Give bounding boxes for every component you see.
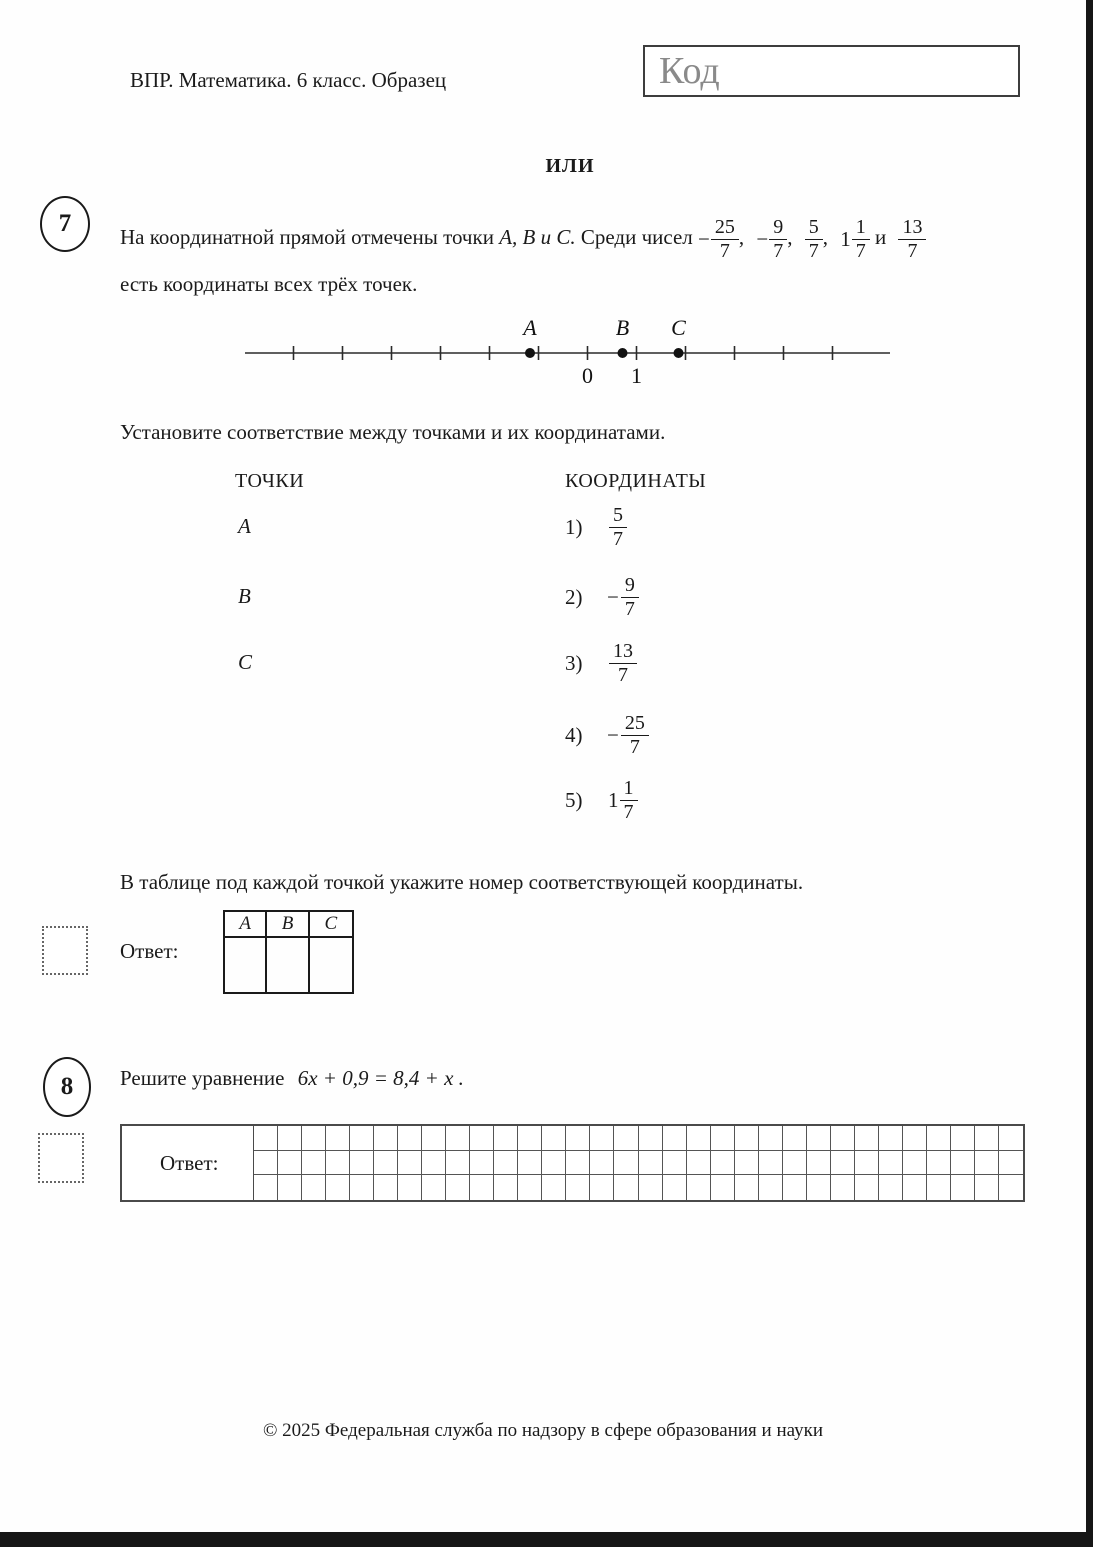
answer-grid-cell[interactable]: [278, 1175, 302, 1200]
option-label: 1): [565, 514, 583, 539]
fraction: $\frac{5}{7}$: [805, 216, 823, 262]
fraction: $\frac{13}{7}$: [898, 216, 926, 262]
point-item-c: C: [238, 650, 253, 674]
answer-grid-cell[interactable]: [278, 1151, 302, 1176]
answer-table-cell-c[interactable]: [310, 938, 352, 992]
answer-grid-cell[interactable]: [614, 1151, 638, 1176]
answer-grid-cell[interactable]: [855, 1175, 879, 1200]
answer-grid-cell[interactable]: [278, 1126, 302, 1151]
q7-statement-among: Среди чисел: [580, 225, 693, 249]
code-field-placeholder: Код: [659, 50, 720, 92]
answer-grid-cell[interactable]: [398, 1175, 422, 1200]
point-b-dot: [618, 348, 628, 358]
answer-table-cell-a[interactable]: [225, 938, 267, 992]
answer-grid-cell[interactable]: [254, 1175, 278, 1200]
option-label: 5): [565, 787, 583, 812]
answer-grid-cell[interactable]: [446, 1151, 470, 1176]
answer-grid-cell[interactable]: [807, 1175, 831, 1200]
answer-grid-cell[interactable]: [951, 1175, 975, 1200]
answer-grid-cell[interactable]: [975, 1151, 999, 1176]
answer-grid-cell[interactable]: [687, 1126, 711, 1151]
answer-grid-cell[interactable]: [927, 1126, 951, 1151]
answer-grid-cell[interactable]: [783, 1175, 807, 1200]
question-7-statement-line2: есть координаты всех трёх точек.: [120, 272, 418, 296]
option-value: − $\frac{9}{7}$: [607, 574, 639, 620]
question-8-statement: [120, 1066, 464, 1091]
fraction-sign: −: [756, 227, 769, 252]
answer-grid-cell[interactable]: [879, 1151, 903, 1176]
fraction: $\frac{25}{7}$: [621, 712, 649, 758]
answer-grid-cell[interactable]: [759, 1151, 783, 1176]
fraction-whole: 1: [840, 227, 851, 252]
coordinate-option-4: [565, 703, 649, 767]
answer-grid-cell[interactable]: [831, 1151, 855, 1176]
answer-grid-cell[interactable]: [951, 1151, 975, 1176]
page-title: ВПР. Математика. 6 класс. Образец: [130, 68, 447, 92]
answer-grid-cell[interactable]: [927, 1175, 951, 1200]
option-value: [607, 640, 637, 686]
answer-grid-cell[interactable]: [903, 1175, 927, 1200]
answer-grid-cell[interactable]: [542, 1175, 566, 1200]
match-instruction: Установите соответствие между точками и их координатами.: [120, 420, 666, 444]
answer-grid-cell[interactable]: [831, 1175, 855, 1200]
answer-grid-cell[interactable]: [254, 1126, 278, 1151]
answer-grid-cell[interactable]: [783, 1151, 807, 1176]
answer-grid-cell[interactable]: [975, 1175, 999, 1200]
number-line-figure: [240, 315, 900, 395]
answer-grid-cell[interactable]: [542, 1151, 566, 1176]
answer-grid-cell[interactable]: [446, 1175, 470, 1200]
answer-grid-cell[interactable]: [494, 1126, 518, 1151]
answer-grid-cell[interactable]: [807, 1126, 831, 1151]
fraction-separator: и: [874, 225, 887, 249]
fraction-separator: ,: [822, 225, 828, 249]
answer-grid-cell[interactable]: [903, 1151, 927, 1176]
answer-grid-cell[interactable]: [302, 1175, 326, 1200]
points-column-header: ТОЧКИ: [235, 470, 305, 492]
question-7-statement-line1: [120, 200, 1055, 274]
answer-grid-cell[interactable]: [663, 1126, 687, 1151]
answer-grid-cell[interactable]: [494, 1151, 518, 1176]
q8-equation: 6x + 0,9 = 8,4 + x .: [297, 1066, 464, 1090]
point-c-label: C: [671, 315, 686, 340]
answer-grid-cell[interactable]: [470, 1175, 494, 1200]
answer-grid-cell[interactable]: [807, 1151, 831, 1176]
point-b-label: B: [615, 315, 630, 340]
option-value: 1 $\frac{1}{7}$: [607, 777, 638, 823]
answer-grid-cell[interactable]: [711, 1151, 735, 1176]
option-value: − $\frac{25}{7}$: [607, 712, 649, 758]
answer-grid-cell[interactable]: [879, 1175, 903, 1200]
answer-grid-cell[interactable]: [951, 1126, 975, 1151]
q8-answer-label-cell: [122, 1126, 254, 1200]
fraction-sign: −: [698, 227, 710, 252]
coordinate-option-1: [565, 495, 627, 559]
code-field[interactable]: [643, 45, 1020, 97]
answer-grid-cell[interactable]: [687, 1151, 711, 1176]
option-value: [607, 504, 627, 550]
answer-grid-cell[interactable]: [494, 1175, 518, 1200]
answer-grid-cell[interactable]: [422, 1151, 446, 1176]
answer-grid-cell[interactable]: [374, 1126, 398, 1151]
tick-label-zero: 0: [582, 363, 593, 388]
answer-grid-cell[interactable]: [590, 1126, 614, 1151]
answer-grid-cell[interactable]: [470, 1151, 494, 1176]
point-item-b: B: [238, 584, 251, 608]
q8-answer-grid[interactable]: [254, 1126, 1023, 1200]
footer-copyright: © 2025 Федеральная служба по надзору в сфере образования и науки: [262, 1420, 823, 1441]
q8-answer-box: [120, 1124, 1025, 1202]
answer-grid-cell[interactable]: [302, 1151, 326, 1176]
question-7-number: 7: [40, 196, 90, 252]
fraction-separator: ,: [738, 225, 745, 249]
answer-grid-cell[interactable]: [518, 1151, 542, 1176]
answer-grid-cell[interactable]: [759, 1126, 783, 1151]
answer-grid-cell[interactable]: [350, 1126, 374, 1151]
coordinate-option-3: [565, 631, 637, 695]
q7-statement-points: A, B и C.: [499, 225, 576, 249]
answer-grid-cell[interactable]: [566, 1126, 590, 1151]
answer-table-cell-b[interactable]: [267, 938, 309, 992]
answer-table-header-b: B: [267, 912, 309, 938]
answer-grid-cell[interactable]: [663, 1151, 687, 1176]
option-label: 4): [565, 722, 583, 747]
scan-edge-right: [1086, 0, 1093, 1547]
q7-answer-label: Ответ:: [120, 939, 179, 963]
answer-grid-cell[interactable]: [542, 1126, 566, 1151]
q8-score-box[interactable]: [38, 1133, 84, 1183]
answer-grid-cell[interactable]: [735, 1175, 759, 1200]
fraction: $\frac{13}{7}$: [609, 640, 637, 686]
fraction-separator: ,: [787, 225, 793, 249]
or-divider: ИЛИ: [545, 155, 595, 177]
coordinate-option-2: [565, 565, 639, 629]
fraction: $\frac{9}{7}$: [769, 216, 787, 262]
answer-grid-cell[interactable]: [326, 1151, 350, 1176]
answer-grid-cell[interactable]: [254, 1151, 278, 1176]
answer-grid-cell[interactable]: [422, 1126, 446, 1151]
answer-grid-cell[interactable]: [614, 1126, 638, 1151]
answer-grid-cell[interactable]: [590, 1151, 614, 1176]
answer-grid-cell[interactable]: [975, 1126, 999, 1151]
answer-grid-cell[interactable]: [903, 1126, 927, 1151]
fraction: $\frac{1}{7}$: [852, 216, 870, 262]
tick-label-one: 1: [631, 363, 642, 388]
answer-table-header-a: A: [225, 912, 267, 938]
answer-grid-cell[interactable]: [422, 1175, 446, 1200]
answer-grid-cell[interactable]: [855, 1151, 879, 1176]
answer-grid-cell[interactable]: [590, 1175, 614, 1200]
point-c-dot: [674, 348, 684, 358]
answer-grid-cell[interactable]: [566, 1151, 590, 1176]
coords-column-header: КООРДИНАТЫ: [565, 470, 707, 492]
fraction: $\frac{1}{7}$: [620, 777, 638, 823]
answer-grid-cell[interactable]: [566, 1175, 590, 1200]
answer-grid-cell[interactable]: [326, 1175, 350, 1200]
point-a-label: A: [523, 315, 537, 340]
answer-grid-cell[interactable]: [711, 1175, 735, 1200]
coordinate-option-5: [565, 768, 638, 832]
fraction: $\frac{5}{7}$: [609, 504, 627, 550]
answer-grid-cell[interactable]: [639, 1126, 663, 1151]
table-instruction: В таблице под каждой точкой укажите номер соответствующей координаты.: [120, 870, 804, 894]
answer-grid-cell[interactable]: [614, 1175, 638, 1200]
answer-grid-cell[interactable]: [518, 1126, 542, 1151]
answer-grid-cell[interactable]: [302, 1126, 326, 1151]
answer-grid-cell[interactable]: [470, 1126, 494, 1151]
answer-grid-cell[interactable]: [927, 1151, 951, 1176]
scan-edge-bottom: [0, 1532, 1093, 1547]
answer-grid-cell[interactable]: [735, 1151, 759, 1176]
answer-grid-cell[interactable]: [783, 1126, 807, 1151]
q8-answer-label: Ответ:: [160, 1150, 219, 1175]
answer-grid-cell[interactable]: [999, 1175, 1023, 1200]
q7-score-box[interactable]: [42, 926, 88, 975]
q7-answer-table: [223, 910, 354, 994]
point-a-dot: [525, 348, 535, 358]
option-label: 3): [565, 650, 583, 675]
answer-grid-cell[interactable]: [374, 1151, 398, 1176]
answer-grid-cell[interactable]: [759, 1175, 783, 1200]
answer-table-header-c: C: [310, 912, 352, 938]
answer-grid-cell[interactable]: [687, 1175, 711, 1200]
answer-grid-cell[interactable]: [879, 1126, 903, 1151]
fraction: $\frac{25}{7}$: [711, 216, 739, 262]
fraction: $\frac{9}{7}$: [621, 574, 639, 620]
q7-statement-text: На координатной прямой отмечены точки: [120, 225, 494, 249]
question-8-number: 8: [43, 1057, 91, 1117]
answer-grid-cell[interactable]: [999, 1151, 1023, 1176]
answer-grid-cell[interactable]: [326, 1126, 350, 1151]
answer-grid-cell[interactable]: [398, 1126, 422, 1151]
answer-grid-cell[interactable]: [831, 1126, 855, 1151]
answer-grid-cell[interactable]: [446, 1126, 470, 1151]
answer-grid-cell[interactable]: [374, 1175, 398, 1200]
point-item-a: A: [238, 514, 251, 538]
answer-grid-cell[interactable]: [711, 1126, 735, 1151]
option-label: 2): [565, 584, 583, 609]
answer-grid-cell[interactable]: [999, 1126, 1023, 1151]
answer-grid-cell[interactable]: [350, 1175, 374, 1200]
answer-grid-cell[interactable]: [350, 1151, 374, 1176]
q8-prompt: Решите уравнение: [120, 1066, 285, 1090]
answer-grid-cell[interactable]: [663, 1175, 687, 1200]
answer-grid-cell[interactable]: [735, 1126, 759, 1151]
answer-grid-cell[interactable]: [398, 1151, 422, 1176]
answer-grid-cell[interactable]: [639, 1175, 663, 1200]
answer-grid-cell[interactable]: [855, 1126, 879, 1151]
answer-grid-cell[interactable]: [639, 1151, 663, 1176]
answer-grid-cell[interactable]: [518, 1175, 542, 1200]
